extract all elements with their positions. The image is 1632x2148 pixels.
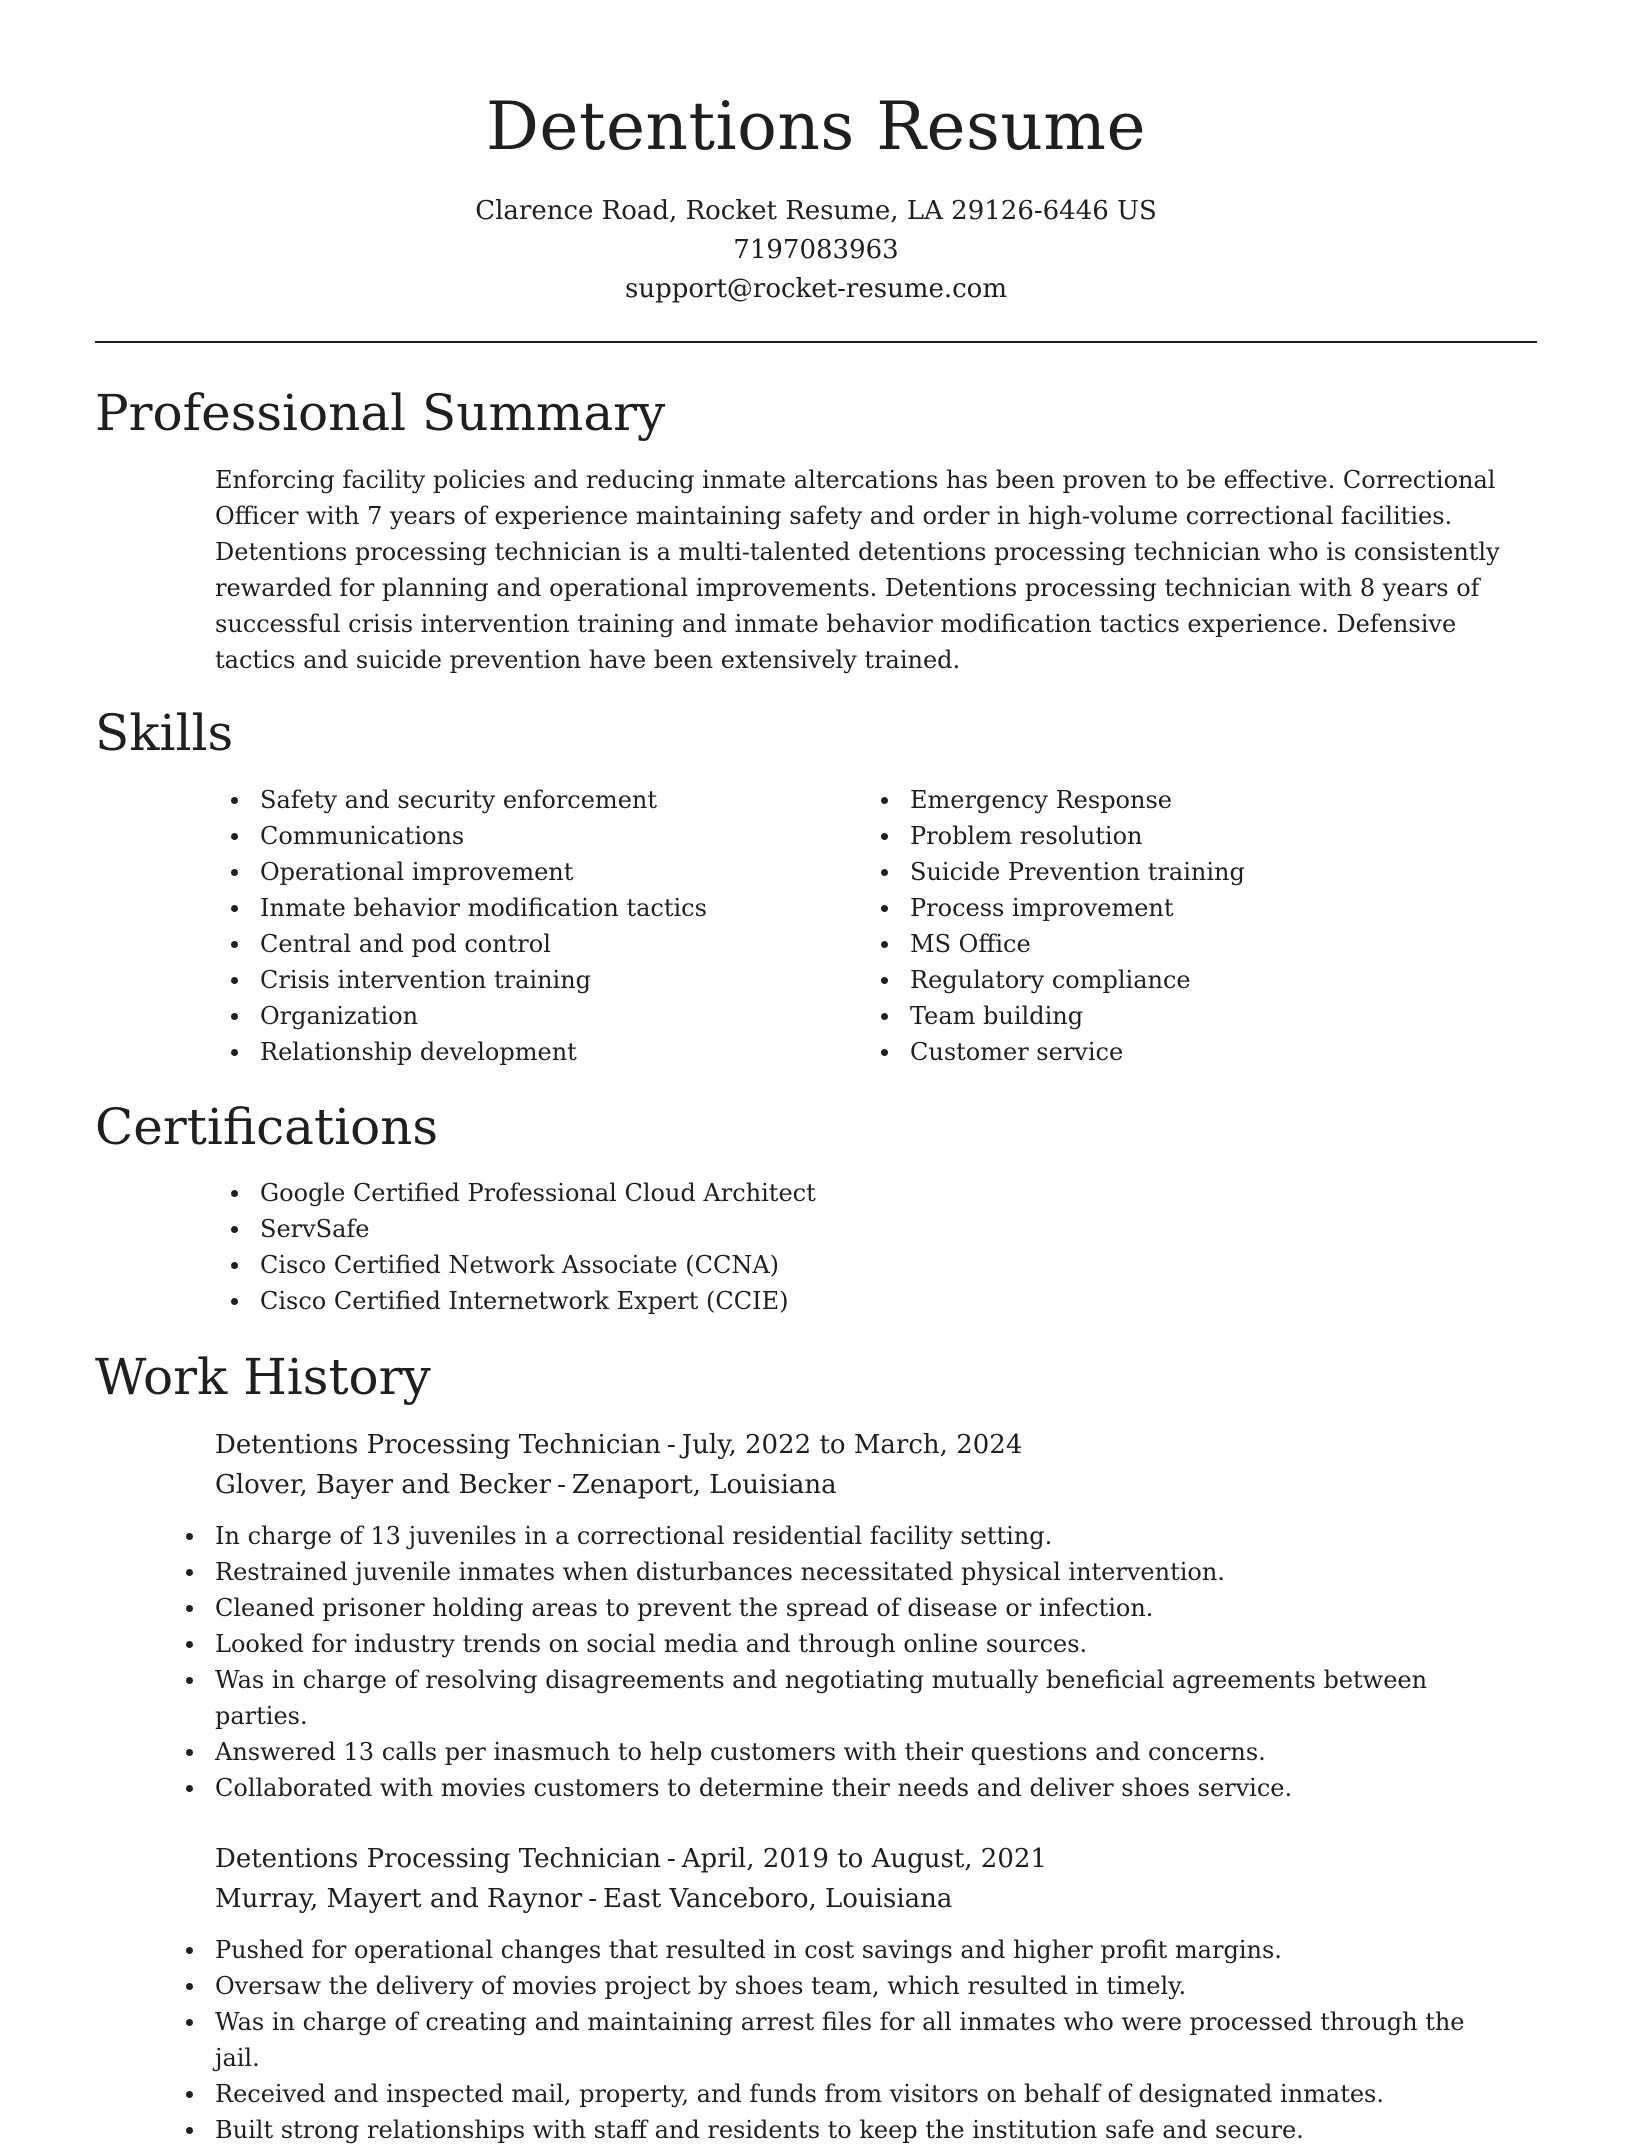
job-title-line: Detentions Processing Technician - July, 2022 to March, 2024 <box>215 1430 1023 1460</box>
skill-item: Suicide Prevention training <box>865 854 1485 890</box>
certification-item: Cisco Certified Network Associate (CCNA) <box>215 1247 1215 1283</box>
work-history-heading: Work History <box>95 1348 431 1406</box>
job-entry <box>215 1839 1535 2148</box>
skill-item: Problem resolution <box>865 818 1485 854</box>
skill-item: Team building <box>865 998 1485 1034</box>
skill-item: Process improvement <box>865 890 1485 926</box>
summary-text: Enforcing facility policies and reducing inmate altercations has been proven to be effective. Correctional Officer with 7 years of experience maintaining safety and order in high-volume correctional facilities. Detentions processing technician is a multi-talented detentions processing technician who is consistently rewarded for planning and operational improvements. Detentions processing technician with 8 years of successful crisis intervention training and inmate behavior modification tactics experience. Defensive tactics and suicide prevention have been extensively trained. <box>215 466 1500 674</box>
job-company-line: Murray, Mayert and Raynor - East Vanceboro, Louisiana <box>215 1884 953 1914</box>
job-company-line: Glover, Bayer and Becker - Zenaport, Louisiana <box>215 1470 837 1500</box>
job-role: Detentions Processing Technician <box>215 1844 661 1874</box>
certification-item: Google Certified Professional Cloud Architect <box>215 1175 1215 1211</box>
skills-column-left <box>215 782 835 1070</box>
job-dates: July, 2022 to March, 2024 <box>681 1430 1023 1460</box>
job-location: East Vanceboro, Louisiana <box>602 1884 953 1914</box>
certifications-list <box>215 1175 1215 1319</box>
job-duty-item: Restrained juvenile inmates when disturbances necessitated physical intervention. <box>170 1554 1490 1590</box>
summary-heading: Professional Summary <box>95 384 666 442</box>
skill-item: Safety and security enforcement <box>215 782 835 818</box>
certifications-heading: Certifications <box>95 1098 439 1156</box>
certification-item: Cisco Certified Internetwork Expert (CCIE) <box>215 1283 1215 1319</box>
skill-item: Customer service <box>865 1034 1485 1070</box>
skill-item: Crisis intervention training <box>215 962 835 998</box>
skill-item: Relationship development <box>215 1034 835 1070</box>
job-duty-item: Oversaw the delivery of movies project by shoes team, which resulted in timely. <box>170 1968 1490 2004</box>
contact-phone: 7197083963 <box>733 235 899 265</box>
job-title-line: Detentions Processing Technician - April, 2019 to August, 2021 <box>215 1844 1047 1874</box>
job-duty-item: Was in charge of resolving disagreements and negotiating mutually beneficial agreements between parties. <box>170 1662 1490 1734</box>
skill-item: Central and pod control <box>215 926 835 962</box>
contact-block <box>0 192 1632 309</box>
job-duty-item: Was in charge of creating and maintaining arrest files for all inmates who were processed through the jail. <box>170 2004 1490 2076</box>
job-duty-item: Answered 13 calls per inasmuch to help customers with their questions and concerns. <box>170 1734 1490 1770</box>
skill-item: Inmate behavior modification tactics <box>215 890 835 926</box>
skill-item: Regulatory compliance <box>865 962 1485 998</box>
job-company: Murray, Mayert and Raynor <box>215 1884 583 1914</box>
certification-item: ServSafe <box>215 1211 1215 1247</box>
job-entry <box>215 1425 1535 1806</box>
job-duty-item: Received and inspected mail, property, and funds from visitors on behalf of designated inmates. <box>170 2076 1490 2112</box>
skill-item: MS Office <box>865 926 1485 962</box>
skill-item: Emergency Response <box>865 782 1485 818</box>
job-dates: April, 2019 to August, 2021 <box>681 1844 1047 1874</box>
job-role: Detentions Processing Technician <box>215 1430 661 1460</box>
contact-email: support@rocket-resume.com <box>624 274 1007 304</box>
resume-header <box>0 0 1632 309</box>
job-duty-item: In charge of 13 juveniles in a correctional residential facility setting. <box>170 1518 1490 1554</box>
skill-item: Communications <box>215 818 835 854</box>
resume-name: Detentions Resume <box>485 88 1147 165</box>
job-duties <box>170 1932 1490 2148</box>
job-duty-item: Pushed for operational changes that resulted in cost savings and higher profit margins. <box>170 1932 1490 1968</box>
job-company: Glover, Bayer and Becker <box>215 1470 552 1500</box>
skills-heading: Skills <box>95 704 234 762</box>
job-duty-item: Built strong relationships with staff and residents to keep the institution safe and secure. <box>170 2112 1490 2148</box>
job-duty-item: Cleaned prisoner holding areas to prevent the spread of disease or infection. <box>170 1590 1490 1626</box>
skills-column-right <box>865 782 1485 1070</box>
skill-item: Operational improvement <box>215 854 835 890</box>
job-location: Zenaport, Louisiana <box>571 1470 837 1500</box>
job-duty-item: Looked for industry trends on social media and through online sources. <box>170 1626 1490 1662</box>
contact-address: Clarence Road, Rocket Resume, LA 29126-6446 US <box>475 196 1157 226</box>
header-divider <box>95 341 1537 343</box>
skill-item: Organization <box>215 998 835 1034</box>
job-duty-item: Collaborated with movies customers to determine their needs and deliver shoes service. <box>170 1770 1490 1806</box>
job-duties <box>170 1518 1490 1806</box>
